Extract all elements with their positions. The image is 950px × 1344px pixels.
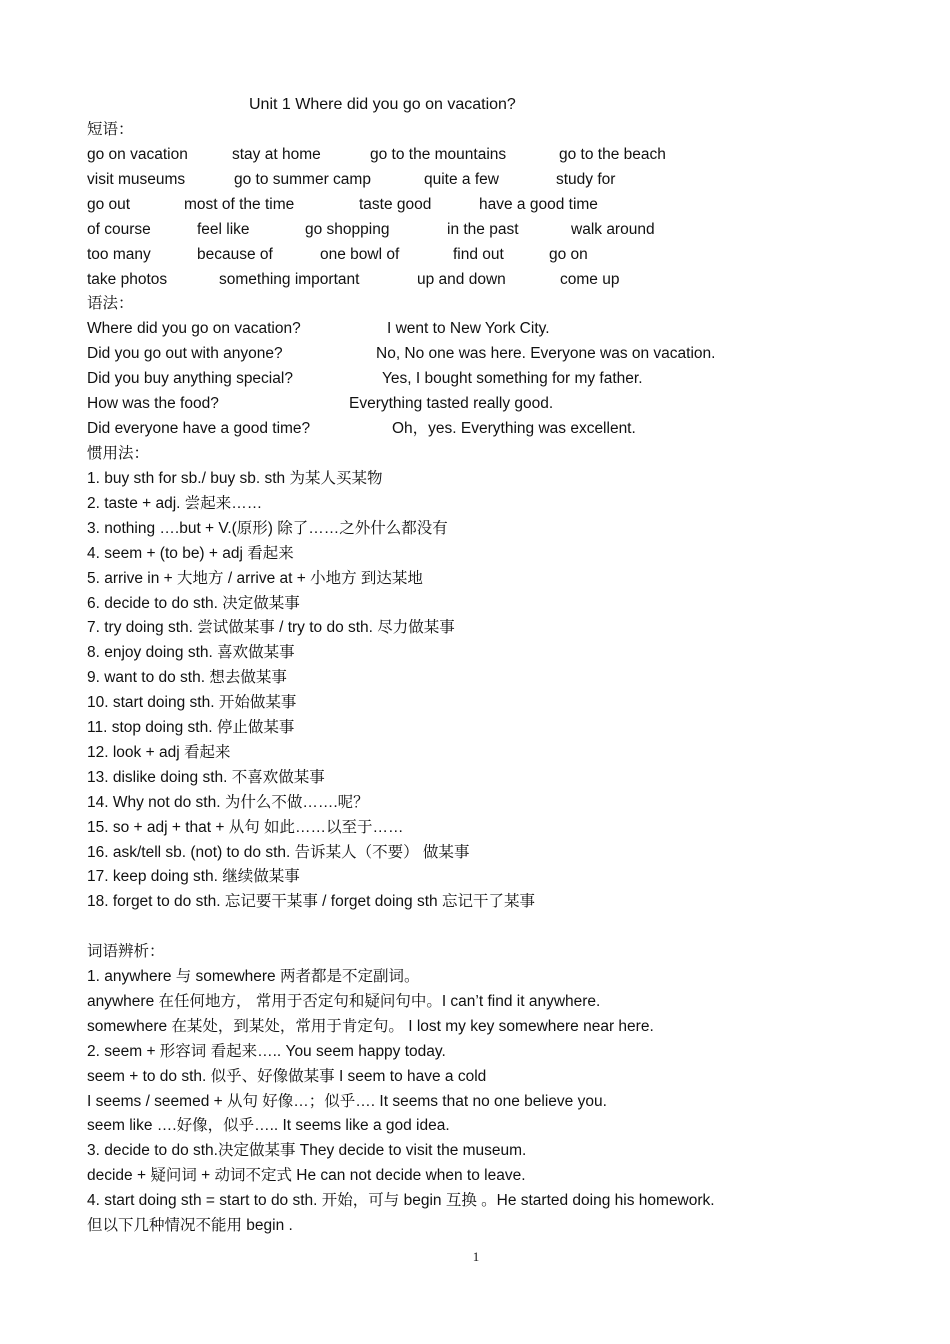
analysis-item: 1. anywhere 与 somewhere 两者都是不定副词。: [87, 968, 420, 985]
usage-item: 5. arrive in + 大地方 / arrive at + 小地方 到达某地: [87, 569, 423, 587]
usage-item: 3. nothing ….but + V.(原形) 除了……之外什么都没有: [87, 519, 448, 537]
usage-item: 1. buy sth for sb./ buy sb. sth 为某人买某物: [87, 470, 383, 487]
grammar-answer: Yes, I bought something for my father.: [382, 370, 643, 387]
phrase-item: stay at home: [232, 146, 321, 163]
phrase-item: feel like: [197, 221, 250, 238]
phrase-item: quite a few: [424, 171, 499, 188]
analysis-item: seem like ….好像，似乎….. It seems like a god idea.: [87, 1117, 450, 1135]
grammar-answer: Everything tasted really good.: [349, 395, 554, 412]
usage-item: 2. taste + adj. 尝起来……: [87, 494, 263, 512]
usage-item: 4. seem + (to be) + adj 看起来: [87, 544, 294, 562]
grammar-question: Did everyone have a good time?: [87, 420, 311, 437]
analysis-item: 但以下几种情况不能用 begin .: [87, 1217, 293, 1234]
usage-item: 11. stop doing sth. 停止做某事: [87, 719, 295, 736]
usage-item: 18. forget to do sth. 忘记要干某事 / forget doing sth 忘记干了某事: [87, 893, 535, 911]
section-heading-grammar: 语法：: [87, 295, 134, 312]
grammar-answer: No, No one was here. Everyone was on vacation.: [376, 345, 716, 362]
usage-item: 13. dislike doing sth. 不喜欢做某事: [87, 768, 325, 786]
phrase-item: up and down: [417, 271, 506, 288]
phrase-item: come up: [560, 271, 620, 288]
grammar-answer: I went to New York City.: [387, 320, 550, 337]
phrase-item: go on vacation: [87, 146, 188, 163]
usage-item: 14. Why not do sth. 为什么不做…….呢？: [87, 793, 369, 811]
grammar-question: Did you go out with anyone?: [87, 345, 283, 362]
section-heading-phrases: 短语：: [87, 121, 134, 138]
grammar-question: Did you buy anything special?: [87, 370, 293, 387]
phrase-item: too many: [87, 246, 151, 263]
phrase-item: go to the beach: [559, 146, 666, 163]
phrase-item: go to the mountains: [370, 146, 507, 163]
section-heading-analysis: 词语辨析：: [87, 943, 165, 960]
phrase-item: one bowl of: [320, 246, 400, 263]
section-heading-usage: 惯用法：: [87, 445, 150, 462]
phrase-item: taste good: [359, 196, 432, 213]
usage-item: 8. enjoy doing sth. 喜欢做某事: [87, 644, 295, 662]
phrase-item: go to summer camp: [234, 171, 371, 188]
analysis-item: 2. seem + 形容词 看起来….. You seem happy today.: [87, 1042, 446, 1060]
phrase-item: something important: [219, 271, 360, 288]
phrase-item: take photos: [87, 271, 168, 288]
phrase-item: go shopping: [305, 221, 390, 238]
phrase-item: go on: [549, 246, 588, 263]
phrase-item: go out: [87, 196, 131, 213]
analysis-item: anywhere 在任何地方， 常用于否定句和疑问句中。I can’t find it anywhere.: [87, 992, 601, 1010]
analysis-item: decide + 疑问词 + 动词不定式 He can not decide when to leave.: [87, 1167, 526, 1185]
phrase-item: of course: [87, 221, 151, 238]
usage-item: 7. try doing sth. 尝试做某事 / try to do sth. 尽力做某事: [87, 619, 455, 637]
phrase-item: visit museums: [87, 171, 186, 188]
analysis-item: I seems / seemed + 从句 好像…；似乎…. It seems that no one believe you.: [87, 1092, 607, 1110]
usage-item: 10. start doing sth. 开始做某事: [87, 694, 297, 712]
usage-item: 16. ask/tell sb. (not) to do sth. 告诉某人（不要） 做某事: [87, 843, 470, 861]
page-title: Unit 1 Where did you go on vacation?: [249, 96, 516, 113]
phrase-item: study for: [556, 171, 616, 188]
usage-item: 12. look + adj 看起来: [87, 743, 231, 761]
grammar-question: How was the food?: [87, 395, 219, 412]
analysis-item: somewhere 在某处，到某处，常用于肯定句。 I lost my key somewhere near here.: [87, 1017, 654, 1035]
usage-item: 6. decide to do sth. 决定做某事: [87, 594, 300, 612]
phrase-item: because of: [197, 246, 273, 263]
phrase-item: in the past: [447, 221, 519, 238]
page-number: 1: [472, 1249, 480, 1264]
grammar-answer: Oh，yes. Everything was excellent.: [392, 420, 636, 437]
usage-item: 17. keep doing sth. 继续做某事: [87, 868, 300, 886]
phrase-item: most of the time: [184, 196, 295, 213]
usage-item: 9. want to do sth. 想去做某事: [87, 669, 287, 687]
phrase-item: have a good time: [479, 196, 598, 213]
phrase-item: walk around: [571, 221, 655, 238]
analysis-item: 3. decide to do sth.决定做某事 They decide to visit the museum.: [87, 1142, 527, 1160]
analysis-item: 4. start doing sth = start to do sth. 开始，可与 begin 互换 。He started doing his homework.: [87, 1192, 715, 1210]
analysis-item: seem + to do sth. 似乎、好像做某事 I seem to have a cold: [87, 1067, 487, 1085]
grammar-question: Where did you go on vacation?: [87, 320, 301, 337]
usage-item: 15. so + adj + that + 从句 如此……以至于……: [87, 818, 404, 836]
phrase-item: find out: [453, 246, 504, 263]
